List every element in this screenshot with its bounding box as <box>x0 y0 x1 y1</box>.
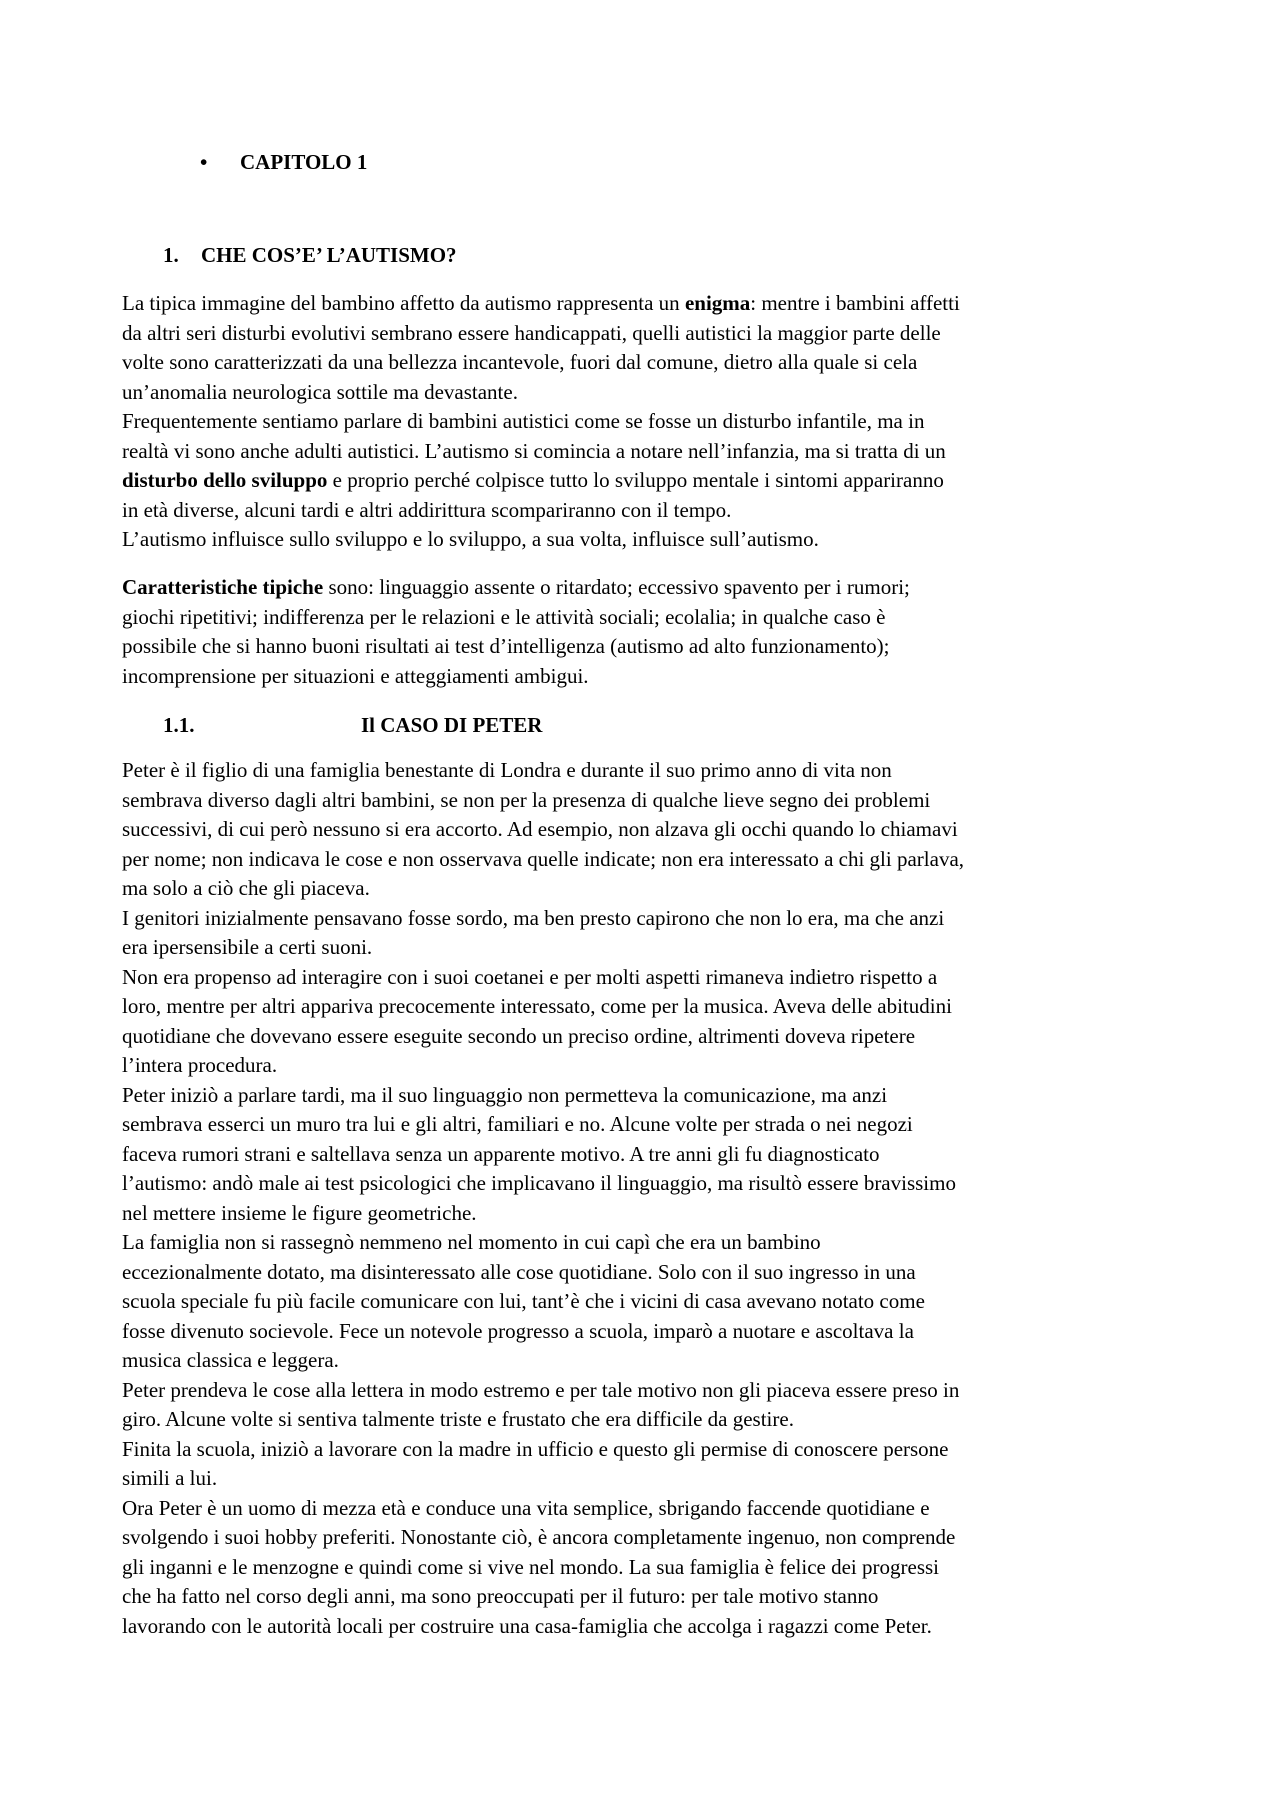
text-line: Finita la scuola, iniziò a lavorare con la madre in ufficio e questo gli permise di conoscere persone <box>122 1436 949 1461</box>
text-line: loro, mentre per altri appariva precocemente interessato, come per la musica. Aveva delle abitudini <box>122 994 952 1018</box>
text-segment: : mentre i bambini affetti <box>750 291 960 315</box>
text-line: in età diverse, alcuni tardi e altri addirittura scompariranno con il tempo. <box>122 497 732 522</box>
subsection-number: 1.1. <box>163 713 195 737</box>
text-line: I genitori inizialmente pensavano fosse sordo, ma ben presto capirono che non lo era, ma che anzi <box>122 905 945 930</box>
text-line: possibile che si hanno buoni risultati ai test d’intelligenza (autismo ad alto funzionamento); <box>122 634 890 658</box>
text-line: Ora Peter è un uomo di mezza età e conduce una vita semplice, sbrigando faccende quotidiane e <box>122 1495 930 1520</box>
text-line: un’anomalia neurologica sottile ma devastante. <box>122 379 518 404</box>
text-line: sembrava diverso dagli altri bambini, se non per la presenza di qualche lieve segno dei problemi <box>122 787 931 812</box>
text-line: simili a lui. <box>122 1466 218 1490</box>
text-line: giochi ripetitivi; indifferenza per le relazioni e le attività sociali; ecolalia; in qualche caso è <box>122 604 886 629</box>
text-line: successivi, di cui però nessuno si era accorto. Ad esempio, non alzava gli occhi quando lo chiamavi <box>122 817 958 841</box>
text-line: nel mettere insieme le figure geometriche. <box>122 1200 477 1225</box>
bold-term: enigma <box>684 291 751 315</box>
text-line: L’autismo influisce sullo sviluppo e lo sviluppo, a sua volta, influisce sull’autismo. <box>122 527 819 551</box>
text-line <box>122 573 1182 603</box>
text-line: eccezionalmente dotato, ma disinteressato alle cose quotidiane. Solo con il suo ingresso in una <box>122 1259 916 1284</box>
text-line: La famiglia non si rassegnò nemmeno nel momento in cui capì che era un bambino <box>122 1230 821 1254</box>
paragraph-characteristics <box>122 573 1182 691</box>
text-line: che ha fatto nel corso degli anni, ma sono preoccupati per il futuro: per tale motivo stanno <box>122 1584 879 1608</box>
text-line: giro. Alcune volte si sentiva talmente triste e frustato che era difficile da gestire. <box>122 1407 794 1431</box>
text-line: l’intera procedura. <box>122 1053 278 1077</box>
text-line: quotidiane che dovevano essere eseguite secondo un preciso ordine, altrimenti doveva ripetere <box>122 1023 916 1048</box>
text-line: ma solo a ciò che gli piaceva. <box>122 876 370 900</box>
text-line: sembrava esserci un muro tra lui e gli altri, familiari e no. Alcune volte per strada o nei negozi <box>122 1112 913 1136</box>
text-line: da altri seri disturbi evolutivi sembrano essere handicappati, quelli autistici la maggior parte delle <box>122 320 941 345</box>
paragraph-peter-case <box>122 756 1182 1641</box>
text-line: volte sono caratterizzati da una bellezza incantevole, fuori dal comune, dietro alla quale si cela <box>122 350 918 374</box>
text-line: svolgendo i suoi hobby preferiti. Nonostante ciò, è ancora completamente ingenuo, non comprende <box>122 1525 956 1549</box>
text-line: scuola speciale fu più facile comunicare con lui, tant’è che i vicini di casa avevano notato come <box>122 1289 925 1313</box>
text-line: fosse divenuto socievole. Fece un notevole progresso a scuola, imparò a nuotare e ascoltava la <box>122 1318 914 1343</box>
text-line: Non era propenso ad interagire con i suoi coetanei e per molti aspetti rimaneva indietro rispetto a <box>122 964 938 989</box>
text-line: realtà vi sono anche adulti autistici. L’autismo si comincia a notare nell’infanzia, ma si tratta di un <box>122 438 946 463</box>
text-line: Peter è il figlio di una famiglia benestante di Londra e durante il suo primo anno di vita non <box>122 758 892 782</box>
text-line: per nome; non indicava le cose e non osservava quelle indicate; non era interessato a chi gli parlava, <box>122 846 965 871</box>
text-segment: sono: linguaggio assente o ritardato; eccessivo spavento per i rumori; <box>323 575 910 599</box>
text-line: faceva rumori strani e saltellava senza un apparente motivo. A tre anni gli fu diagnosticato <box>122 1141 880 1166</box>
text-line: Frequentemente sentiamo parlare di bambini autistici come se fosse un disturbo infantile, ma in <box>122 409 925 433</box>
section-number: 1. <box>163 243 179 267</box>
text-line: era ipersensibile a certi suoni. <box>122 935 373 959</box>
text-line <box>122 466 1182 496</box>
text-line: lavorando con le autorità locali per costruire una casa-famiglia che accolga i ragazzi come Peter. <box>122 1613 932 1638</box>
subsection-heading <box>163 713 543 738</box>
text-segment: e proprio perché colpisce tutto lo sviluppo mentale i sintomi appariranno <box>327 468 944 492</box>
bold-term: Caratteristiche tipiche <box>122 575 324 599</box>
subsection-title: Il CASO DI PETER <box>361 713 543 737</box>
bullet-icon: • <box>200 150 208 174</box>
text-segment: La tipica immagine del bambino affetto da autismo rappresenta un <box>122 291 685 315</box>
chapter-title: CAPITOLO 1 <box>240 150 368 174</box>
text-line: l’autismo: andò male ai test psicologici che implicavano il linguaggio, ma risultò essere bravissimo <box>122 1171 956 1195</box>
bold-term: disturbo dello sviluppo <box>122 468 328 492</box>
text-line <box>122 289 1182 319</box>
text-line: gli inganni e le menzogne e quindi come si vive nel mondo. La sua famiglia è felice dei progressi <box>122 1554 940 1579</box>
text-line: Peter iniziò a parlare tardi, ma il suo linguaggio non permetteva la comunicazione, ma anzi <box>122 1082 888 1107</box>
text-line: Peter prendeva le cose alla lettera in modo estremo e per tale motivo non gli piaceva essere preso in <box>122 1377 960 1402</box>
section-title: CHE COS’E’ L’AUTISMO? <box>201 243 457 267</box>
text-line: musica classica e leggera. <box>122 1348 339 1372</box>
section-heading <box>163 243 457 268</box>
text-line: incomprensione per situazioni e atteggiamenti ambigui. <box>122 663 589 688</box>
paragraph-intro <box>122 289 1182 555</box>
